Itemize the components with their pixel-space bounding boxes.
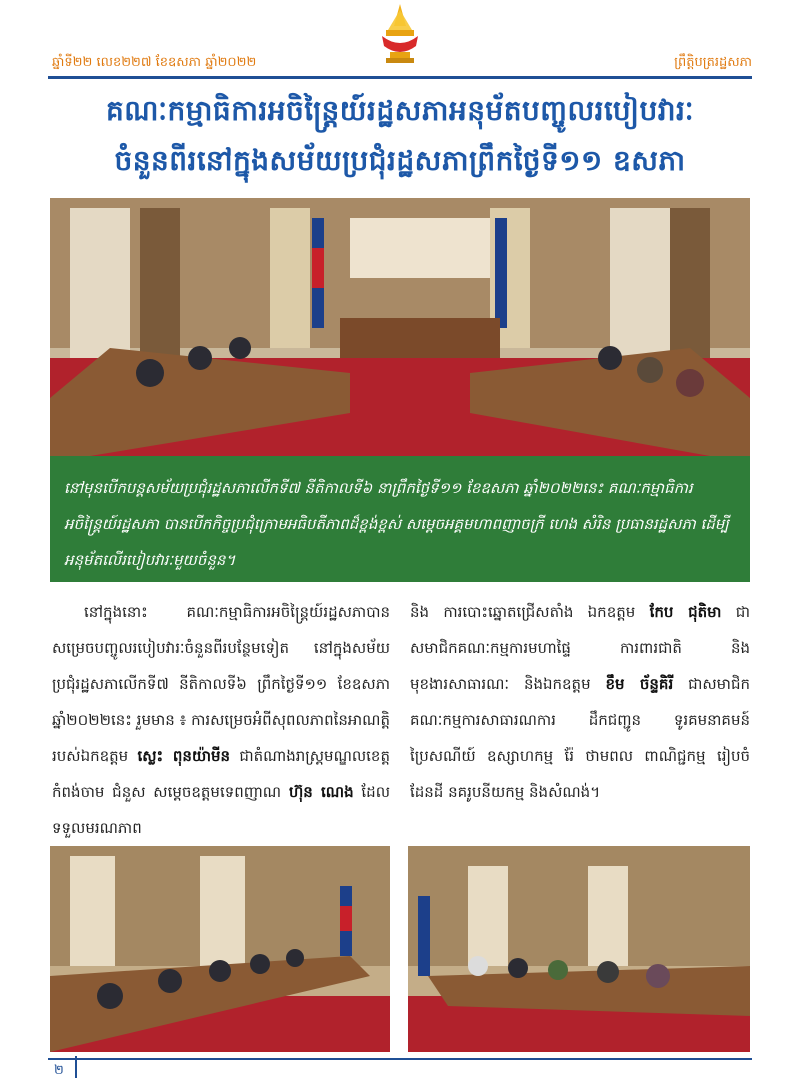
body-paragraph [52,594,390,846]
body-text-segment: ដែលទទួលមរណភាព [52,783,390,837]
article-title-line-1: គណៈកម្មាធិការអចិន្ត្រៃយ៍រដ្ឋសភាអនុម័តបញ្ចូលរបៀបវារៈ [106,94,694,127]
photo-caption-text: នៅមុនបើកបន្តសម័យប្រជុំរដ្ឋសភាលើកទី៧ នីតិកាលទី៦ នាព្រឹកថ្ងៃទី១១ ខែឧសភា ឆ្នាំ២០២២នេះ គណៈកម្មាធិការអចិន្ត្រៃយ៍រដ្ឋសភា បានបើកកិច្ចប្រជុំក្រោមអធិបតីភាពដ៏ខ្ពង់ខ្ពស់ សម្តេចអគ្គមហាពញាចក្រី ហេង សំរិន ប្រធានរដ្ឋសភា ដើម្បីអនុម័តលើរបៀបវារៈមួយចំនួន។ [64,479,729,569]
body-text-segment: ជាសមាជិកគណៈកម្មការមហាផ្ទៃ ការពារជាតិ និងមុខងារសាធារណៈ និងឯកឧត្តម [410,603,750,693]
publication-name: ព្រឹត្តិបត្ររដ្ឋសភា [674,55,752,70]
header-divider [48,76,752,79]
article-title [48,86,752,186]
meeting-photo-left [50,846,390,1052]
person-name: ខឹម ច័ន្ទគិរី [605,675,674,693]
person-name: ស្លេះ ពុនយ៉ាមីន [137,747,231,765]
body-column-left [52,594,390,846]
person-name: ហ៊ុន ណេង [288,783,354,801]
person-name: កែប ជុតិមា [649,603,722,621]
body-paragraph [410,594,750,810]
footer-divider [48,1058,752,1060]
body-text-segment: និង ការបោះឆ្នោតជ្រើសតាំង ឯកឧត្តម [410,603,636,621]
body-text-segment: ជាសមាជិកគណៈកម្មការសាធារណការ ដឹកជញ្ជូន ទូរគមនាគមន៍ ប្រៃសណីយ៍ ឧស្សាហកម្ម រ៉ែ ថាមពល ពាណិជ្ជកម្ម រៀបចំដែនដី នគរូបនីយកម្ម និងសំណង់។ [410,675,750,801]
body-text-segment: នៅក្នុងនោះ គណៈកម្មាធិការអចិន្ត្រៃយ៍រដ្ឋសភាបានសម្រេចបញ្ចូលរបៀបវារៈចំនួនពីរបន្ថែមទៀត នៅក្នុងសម័យប្រជុំរដ្ឋសភាលើកទី៧ នីតិកាលទី៦ ព្រឹកថ្ងៃទី១១ ខែឧសភា ឆ្នាំ២០២២នេះ រួមមាន ៖ ការសម្រេចអំពីសុពលភាពនៃអាណត្តិរបស់ឯកឧត្តម [52,603,390,765]
body-column-right [410,594,750,810]
page-number: ២ [54,1063,64,1078]
parliament-emblem-logo [372,0,428,68]
issue-info: ឆ្នាំទី២២ លេខ២២៧ ខែឧសភា ឆ្នាំ២០២២ [52,55,257,70]
body-text-segment: ជាតំណាងរាស្ត្រមណ្ឌលខេត្តកំពង់ចាម ជំនួស សម្តេចឧត្តមទេពញាណ [52,747,390,801]
article-title-line-2: ចំនួនពីរនៅក្នុងសម័យប្រជុំរដ្ឋសភាព្រឹកថ្ងៃទី១១ ឧសភា [114,144,686,177]
footer-vertical-bar [75,1056,77,1078]
meeting-photo-right [408,846,750,1052]
meeting-main-photo [50,198,750,456]
photo-caption-box [50,456,750,582]
